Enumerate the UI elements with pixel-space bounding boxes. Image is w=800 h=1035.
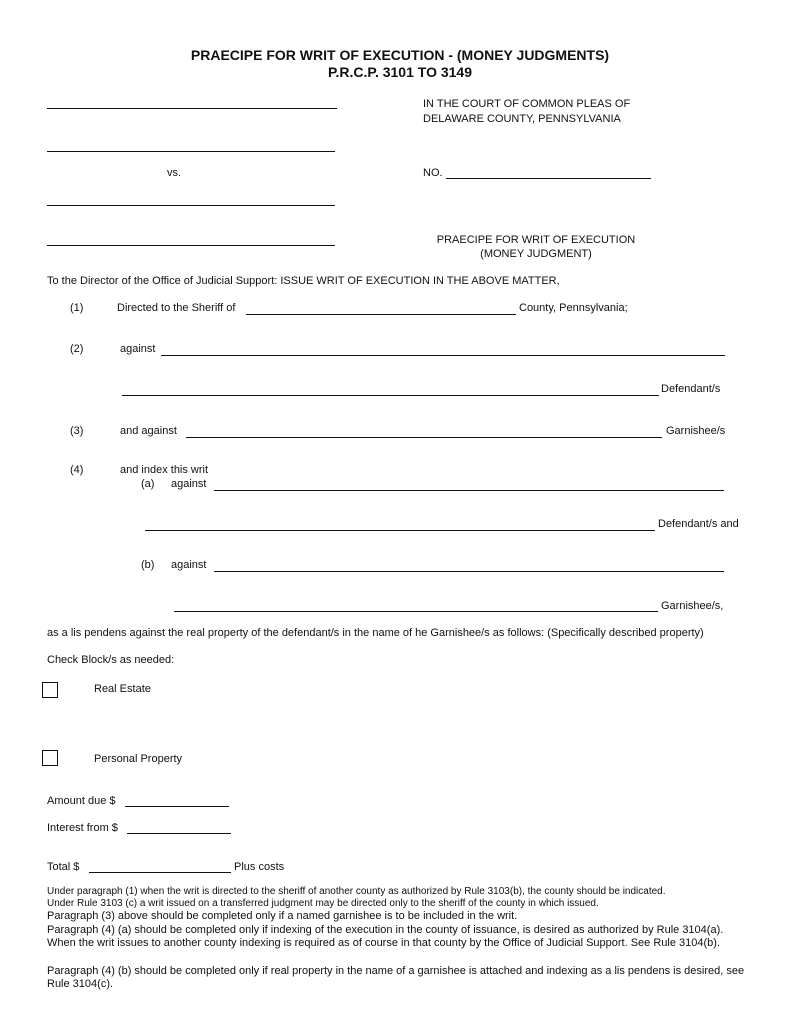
total-field[interactable]: [89, 872, 231, 873]
item4a-prefix: against: [171, 478, 207, 490]
defendant-line-2[interactable]: [47, 245, 335, 246]
note-rule-3103c: Under Rule 3103 (c) a writ issued on a transferred judgment may be directed only to the sheriff of the county in which issued.: [47, 898, 599, 909]
plaintiff-line-1[interactable]: [47, 108, 337, 109]
index-garnishee-field-2[interactable]: [174, 611, 658, 612]
item4a-label: (a): [141, 478, 155, 490]
item4b-prefix: against: [171, 559, 207, 571]
real-estate-checkbox[interactable]: [42, 682, 58, 698]
index-garnishee-field-1[interactable]: [214, 571, 724, 572]
defendant-field-1[interactable]: [161, 355, 725, 356]
document-title-line2: (MONEY JUDGMENT): [480, 248, 592, 260]
defendant-line-1[interactable]: [47, 205, 335, 206]
total-label: Total $: [47, 861, 80, 873]
form-rule-reference: P.R.C.P. 3101 TO 3149: [328, 64, 472, 80]
item3-number: (3): [70, 425, 84, 437]
index-defendant-field-2[interactable]: [145, 530, 655, 531]
court-name-line1: IN THE COURT OF COMMON PLEAS OF: [423, 98, 631, 110]
note-paragraph-4a: Paragraph (4) (a) should be completed only if indexing of the execution in the county of issuance, is desired as authorized by Rule 3104(a). When the writ issues to another county indexing is required as of course in that county by the Office of Judicial Support. See Rule 3104(b).: [47, 924, 724, 949]
item4b-label: (b): [141, 559, 155, 571]
sheriff-county-field[interactable]: [246, 314, 516, 315]
item1-number: (1): [70, 302, 84, 314]
document-title-line1: PRAECIPE FOR WRIT OF EXECUTION: [436, 234, 636, 246]
item2-suffix: Defendant/s: [661, 383, 721, 395]
real-estate-label: Real Estate: [94, 683, 151, 695]
note-paragraph-4b: Paragraph (4) (b) should be completed only if real property in the name of a garnishee is attached and indexing as a lis pendens is desired, see Rule 3104(c).: [47, 965, 745, 990]
item1-suffix: County, Pennsylvania;: [519, 302, 628, 314]
court-name-line2: DELAWARE COUNTY, PENNSYLVANIA: [423, 113, 621, 125]
case-number-field[interactable]: [446, 178, 651, 179]
defendant-field-2[interactable]: [122, 395, 659, 396]
note-paragraph-3: Paragraph (3) above should be completed only if a named garnishee is to be included in the writ.: [47, 910, 518, 922]
check-blocks-heading: Check Block/s as needed:: [47, 654, 175, 666]
item4b-suffix: Garnishee/s,: [661, 600, 724, 612]
item3-label: and against: [120, 425, 177, 437]
interest-from-field[interactable]: [127, 833, 231, 834]
case-number-label: NO.: [423, 167, 443, 179]
amount-due-field[interactable]: [125, 806, 229, 807]
form-title: PRAECIPE FOR WRIT OF EXECUTION - (MONEY JUDGMENTS): [190, 47, 610, 63]
personal-property-checkbox[interactable]: [42, 750, 58, 766]
lis-pendens-text: as a lis pendens against the real property of the defendant/s in the name of he Garnishee/s as follows: (Specifically described property): [47, 627, 704, 639]
note-paragraph-1: Under paragraph (1) when the writ is directed to the sheriff of another county as authorized by Rule 3103(b), the county should be indicated.: [47, 886, 666, 897]
item4-label: and index this writ: [120, 464, 209, 476]
vs-label: vs.: [167, 167, 182, 179]
garnishee-field[interactable]: [186, 437, 662, 438]
plus-costs-label: Plus costs: [234, 861, 285, 873]
personal-property-label: Personal Property: [94, 753, 183, 765]
item2-label: against: [120, 343, 156, 355]
instruction-text: To the Director of the Office of Judicial Support: ISSUE WRIT OF EXECUTION IN THE ABOVE MATTER,: [47, 275, 560, 287]
plaintiff-line-2[interactable]: [47, 151, 335, 152]
item1-label: Directed to the Sheriff of: [117, 302, 236, 314]
item4-number: (4): [70, 464, 84, 476]
interest-from-label: Interest from $: [47, 822, 118, 834]
amount-due-label: Amount due $: [47, 795, 116, 807]
index-defendant-field-1[interactable]: [214, 490, 724, 491]
item4a-suffix: Defendant/s and: [658, 518, 739, 530]
item3-suffix: Garnishee/s: [666, 425, 726, 437]
item2-number: (2): [70, 343, 84, 355]
